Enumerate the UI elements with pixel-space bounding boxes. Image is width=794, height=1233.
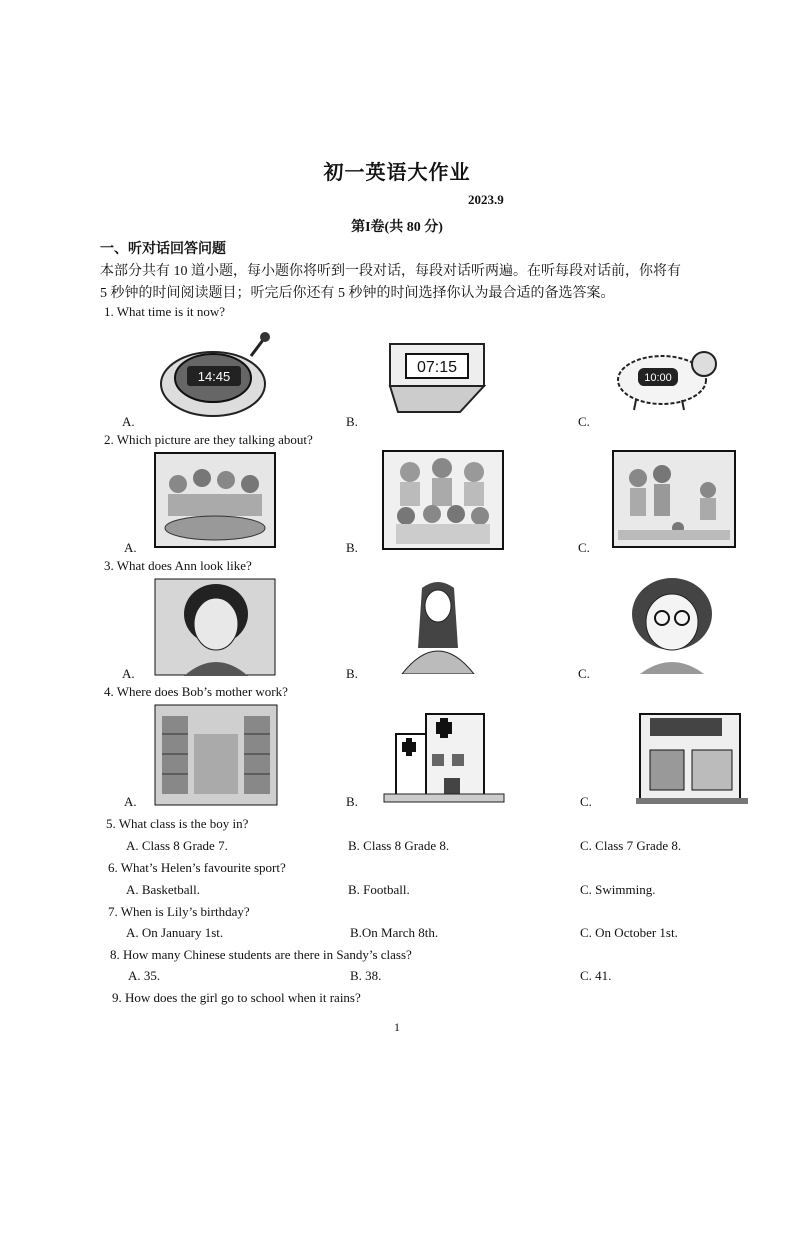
question-1: 1. What time is it now?: [104, 304, 226, 319]
q1-option-b: B.: [346, 414, 358, 429]
q3-option-c: C.: [578, 666, 590, 681]
question-9: 9. How does the girl go to school when it rains?: [112, 990, 361, 1005]
question-3: 3. What does Ann look like?: [104, 558, 252, 573]
question-2: 2. Which picture are they talking about?: [104, 432, 313, 447]
q7-option-a: A. On January 1st.: [126, 925, 224, 940]
instruction-line-1: 本部分共有 10 道小题，每小题你将听到一段对话，每段对话听两遍。在听每段对话前，你将有: [100, 264, 681, 279]
page-title: 初一英语大作业: [323, 162, 471, 184]
question-5: 5. What class is the boy in?: [106, 816, 249, 831]
q6-option-a: A. Basketball.: [126, 882, 201, 897]
library-image: [154, 704, 278, 806]
q3-option-b: B.: [346, 666, 358, 681]
q1-option-a: A.: [122, 414, 135, 429]
q8-option-a: A. 35.: [128, 968, 161, 983]
clock-time-c: 10:00: [644, 372, 672, 384]
q4-option-a: A.: [124, 794, 137, 809]
family-photo-image: [382, 450, 504, 550]
exam-date: 2023.9: [468, 192, 504, 207]
section-title: 一、听对话回答问题: [100, 242, 226, 257]
q7-option-c: C. On October 1st.: [580, 925, 678, 940]
q4-option-c: C.: [580, 794, 592, 809]
q5-option-c: C. Class 7 Grade 8.: [580, 838, 682, 853]
q8-option-b: B. 38.: [350, 968, 382, 983]
q6-option-c: C. Swimming.: [580, 882, 656, 897]
q6-option-b: B. Football.: [348, 882, 410, 897]
family-dinner-image: [154, 452, 276, 548]
sheep-clock-image: [612, 342, 724, 412]
clock-time-b: 07:15: [416, 359, 458, 376]
q2-option-b: B.: [346, 540, 358, 555]
question-8: 8. How many Chinese students are there in Sandy’s class?: [110, 947, 412, 962]
clock-time-a: 14:45: [197, 369, 231, 384]
q2-option-c: C.: [578, 540, 590, 555]
desk-clock-image: [384, 336, 490, 416]
page-number: 1: [394, 1020, 400, 1034]
question-6: 6. What’s Helen’s favourite sport?: [108, 860, 286, 875]
q2-option-a: A.: [124, 540, 137, 555]
alarm-clock-image: [155, 326, 275, 422]
q7-option-b: B.On March 8th.: [350, 925, 439, 940]
bookstore-image: [636, 700, 748, 806]
q5-option-a: A. Class 8 Grade 7.: [126, 838, 228, 853]
q4-option-b: B.: [346, 794, 358, 809]
hospital-image: [382, 706, 506, 806]
park-family-image: [612, 450, 736, 548]
short-hair-girl-image: [154, 578, 276, 676]
part-title: 第I卷(共 80 分): [351, 220, 443, 235]
long-hair-woman-image: [398, 578, 478, 674]
q5-option-b: B. Class 8 Grade 8.: [348, 838, 450, 853]
instruction-line-2: 5 秒钟的时间阅读题目；听完后你还有 5 秒钟的时间选择你认为最合适的备选答案。: [100, 286, 615, 301]
q3-option-a: A.: [122, 666, 135, 681]
q1-option-c: C.: [578, 414, 590, 429]
glasses-girl-image: [626, 576, 718, 674]
q8-option-c: C. 41.: [580, 968, 612, 983]
question-7: 7. When is Lily’s birthday?: [108, 904, 250, 919]
question-4: 4. Where does Bob’s mother work?: [104, 684, 288, 699]
